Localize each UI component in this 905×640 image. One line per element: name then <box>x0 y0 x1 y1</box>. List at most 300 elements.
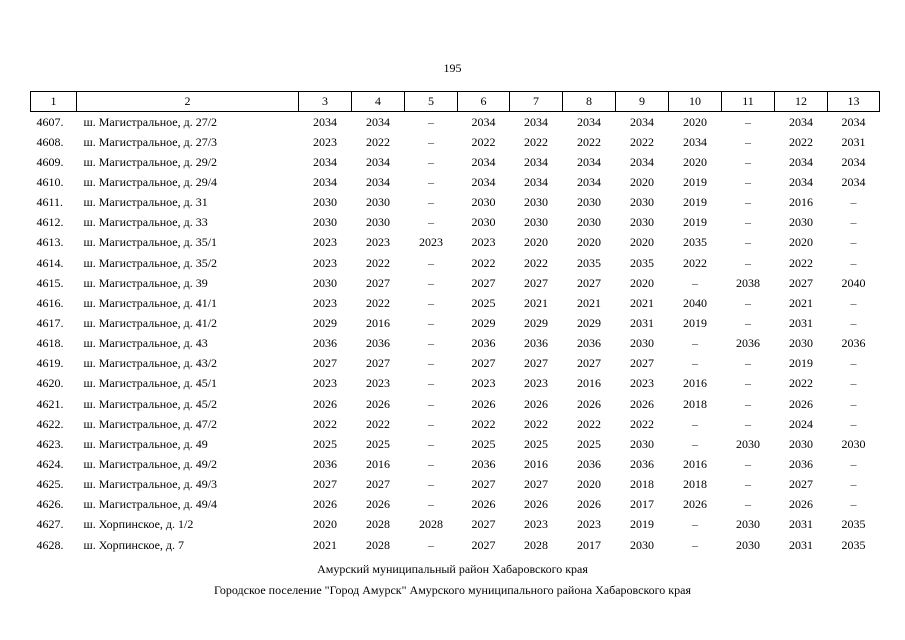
table-row <box>31 454 880 474</box>
year-cell: – <box>745 195 751 210</box>
year-cell: 2021 <box>524 295 548 310</box>
year-cell: 2023 <box>524 517 548 532</box>
year-cell: 2030 <box>577 195 601 210</box>
year-cell: 2023 <box>313 255 337 270</box>
address-cell: ш. Магистральное, д. 47/2 <box>83 416 218 431</box>
year-cell: – <box>428 497 434 512</box>
year-cell: 2030 <box>471 195 496 210</box>
table-row <box>31 394 880 414</box>
year-cell: – <box>428 315 434 330</box>
column-header: 9 <box>616 92 669 112</box>
year-cell: 2022 <box>366 295 390 310</box>
year-cell: 2020 <box>630 275 654 290</box>
address-cell: ш. Магистральное, д. 49/2 <box>83 456 218 471</box>
year-cell: 2027 <box>524 275 548 290</box>
row-number: 4627. <box>36 517 64 532</box>
address-cell: ш. Магистральное, д. 39 <box>83 275 208 290</box>
year-cell: – <box>692 436 698 451</box>
year-cell: 2019 <box>789 356 813 371</box>
year-cell: 2019 <box>630 517 654 532</box>
year-cell: 2026 <box>366 396 390 411</box>
year-cell: 2027 <box>524 477 548 492</box>
year-cell: 2027 <box>630 356 654 371</box>
year-cell: 2023 <box>630 376 654 391</box>
year-cell: 2020 <box>630 174 654 189</box>
column-header: 3 <box>299 92 352 112</box>
year-cell: 2016 <box>366 315 390 330</box>
year-cell: 2020 <box>577 477 601 492</box>
year-cell: 2034 <box>313 174 337 189</box>
year-cell: – <box>428 477 434 492</box>
year-cell: 2027 <box>577 275 601 290</box>
year-cell: 2022 <box>366 416 390 431</box>
year-cell: 2025 <box>471 436 496 451</box>
row-number: 4610. <box>36 174 64 189</box>
year-cell: 2016 <box>789 195 813 210</box>
year-cell: – <box>428 416 434 431</box>
table-row <box>31 374 880 394</box>
year-cell: 2034 <box>630 114 654 129</box>
address-cell: ш. Хорпинское, д. 1/2 <box>83 517 194 532</box>
year-cell: 2021 <box>789 295 813 310</box>
year-cell: 2034 <box>841 174 866 189</box>
year-cell: – <box>428 134 434 149</box>
table-row <box>31 475 880 495</box>
year-cell: 2020 <box>577 235 601 250</box>
year-cell: 2027 <box>471 275 496 290</box>
year-cell: 2022 <box>313 416 337 431</box>
year-cell: 2019 <box>683 215 707 230</box>
year-cell: 2027 <box>524 356 548 371</box>
year-cell: – <box>745 154 751 169</box>
column-header: 4 <box>352 92 405 112</box>
table-row <box>31 213 880 233</box>
column-header: 12 <box>775 92 828 112</box>
year-cell: – <box>850 497 857 512</box>
year-cell: – <box>692 517 698 532</box>
year-cell: 2030 <box>366 215 390 230</box>
address-cell: ш. Хорпинское, д. 7 <box>83 537 185 552</box>
year-cell: – <box>692 537 698 552</box>
year-cell: 2036 <box>313 336 337 351</box>
column-header: 13 <box>828 92 880 112</box>
year-cell: 2016 <box>577 376 601 391</box>
year-cell: 2034 <box>683 134 707 149</box>
year-cell: 2026 <box>471 396 496 411</box>
table-row <box>31 414 880 434</box>
address-cell: ш. Магистральное, д. 49 <box>83 436 208 451</box>
year-cell: 2030 <box>789 436 813 451</box>
year-cell: 2030 <box>313 275 337 290</box>
year-cell: 2027 <box>577 356 601 371</box>
row-number: 4607. <box>36 114 64 129</box>
year-cell: 2020 <box>789 235 813 250</box>
year-cell: 2034 <box>841 154 866 169</box>
table-row <box>31 293 880 313</box>
year-cell: 2034 <box>366 174 390 189</box>
year-cell: 2022 <box>577 134 601 149</box>
year-cell: 2034 <box>789 154 813 169</box>
year-cell: 2022 <box>471 416 496 431</box>
year-cell: 2016 <box>683 456 707 471</box>
year-cell: 2026 <box>630 396 654 411</box>
year-cell: 2038 <box>736 275 760 290</box>
year-cell: 2022 <box>789 255 813 270</box>
address-cell: ш. Магистральное, д. 49/4 <box>83 497 218 512</box>
year-cell: 2028 <box>419 517 443 532</box>
year-cell: 2030 <box>630 336 654 351</box>
year-cell: 2029 <box>577 315 601 330</box>
year-cell: 2036 <box>841 336 866 351</box>
year-cell: 2017 <box>577 537 601 552</box>
year-cell: – <box>745 134 751 149</box>
address-cell: ш. Магистральное, д. 43 <box>83 336 208 351</box>
year-cell: 2034 <box>366 154 390 169</box>
year-cell: – <box>745 295 751 310</box>
year-cell: 2027 <box>471 477 496 492</box>
row-number: 4617. <box>36 315 64 330</box>
row-number: 4613. <box>36 235 64 250</box>
table-row <box>31 535 880 555</box>
column-header: 8 <box>563 92 616 112</box>
row-number: 4628. <box>36 537 64 552</box>
year-cell: 2023 <box>366 376 390 391</box>
address-cell: ш. Магистральное, д. 49/3 <box>83 477 218 492</box>
year-cell: – <box>850 315 857 330</box>
year-cell: 2027 <box>313 477 337 492</box>
year-cell: 2023 <box>313 134 337 149</box>
footer-district: Амурский муниципальный район Хабаровского края <box>317 562 588 576</box>
table-row <box>31 273 880 293</box>
row-number: 4623. <box>36 436 64 451</box>
year-cell: 2031 <box>630 315 654 330</box>
year-cell: 2025 <box>524 436 548 451</box>
year-cell: 2035 <box>841 537 866 552</box>
year-cell: – <box>850 416 857 431</box>
year-cell: 2034 <box>577 114 601 129</box>
row-number: 4612. <box>36 215 64 230</box>
table-row <box>31 495 880 515</box>
year-cell: – <box>745 255 751 270</box>
year-cell: – <box>745 376 751 391</box>
year-cell: – <box>428 154 434 169</box>
year-cell: 2036 <box>366 336 390 351</box>
row-number: 4626. <box>36 497 64 512</box>
year-cell: – <box>428 215 434 230</box>
year-cell: 2021 <box>313 537 337 552</box>
year-cell: 2030 <box>366 195 390 210</box>
year-cell: 2016 <box>683 376 707 391</box>
year-cell: – <box>428 295 434 310</box>
year-cell: 2030 <box>524 195 548 210</box>
row-number: 4618. <box>36 336 64 351</box>
row-number: 4624. <box>36 456 64 471</box>
year-cell: 2036 <box>313 456 337 471</box>
year-cell: 2034 <box>524 154 548 169</box>
year-cell: 2036 <box>471 336 496 351</box>
year-cell: – <box>745 416 751 431</box>
year-cell: – <box>428 376 434 391</box>
year-cell: 2022 <box>683 255 707 270</box>
page-number: 195 <box>443 61 462 75</box>
year-cell: 2028 <box>524 537 548 552</box>
year-cell: 2020 <box>683 114 707 129</box>
year-cell: 2028 <box>366 517 390 532</box>
address-cell: ш. Магистральное, д. 31 <box>83 195 208 210</box>
year-cell: – <box>850 356 857 371</box>
year-cell: 2020 <box>313 517 337 532</box>
table-row <box>31 253 880 273</box>
year-cell: 2020 <box>524 235 548 250</box>
year-cell: 2026 <box>524 396 548 411</box>
year-cell: – <box>428 195 434 210</box>
year-cell: 2022 <box>789 376 813 391</box>
year-cell: 2027 <box>471 517 496 532</box>
row-number: 4616. <box>36 295 64 310</box>
year-cell: 2026 <box>577 497 601 512</box>
year-cell: 2031 <box>789 537 813 552</box>
column-header: 2 <box>77 92 299 112</box>
year-cell: 2027 <box>471 537 496 552</box>
address-cell: ш. Магистральное, д. 33 <box>83 215 208 230</box>
row-number: 4625. <box>36 477 64 492</box>
year-cell: 2026 <box>313 497 337 512</box>
year-cell: 2034 <box>789 174 813 189</box>
year-cell: 2034 <box>841 114 866 129</box>
year-cell: 2022 <box>789 134 813 149</box>
year-cell: – <box>745 114 751 129</box>
year-cell: – <box>745 497 751 512</box>
year-cell: 2040 <box>683 295 707 310</box>
year-cell: 2036 <box>577 456 601 471</box>
header-row <box>31 92 880 112</box>
year-cell: 2022 <box>524 134 548 149</box>
year-cell: 2036 <box>471 456 496 471</box>
address-cell: ш. Магистральное, д. 27/2 <box>83 114 218 129</box>
year-cell: – <box>745 456 751 471</box>
table-row <box>31 434 880 454</box>
year-cell: – <box>428 456 434 471</box>
year-cell: 2019 <box>683 195 707 210</box>
year-cell: – <box>745 235 751 250</box>
year-cell: 2023 <box>471 376 496 391</box>
year-cell: – <box>428 255 434 270</box>
year-cell: 2030 <box>524 215 548 230</box>
year-cell: 2030 <box>630 215 654 230</box>
year-cell: – <box>745 477 751 492</box>
year-cell: 2030 <box>789 336 813 351</box>
year-cell: 2030 <box>736 517 760 532</box>
footer-settlement: Городское поселение "Город Амурск" Амурского муниципального района Хабаровского края <box>214 583 691 597</box>
row-number: 4621. <box>36 396 64 411</box>
year-cell: 2029 <box>471 315 496 330</box>
year-cell: – <box>428 275 434 290</box>
row-number: 4614. <box>36 255 64 270</box>
year-cell: 2034 <box>577 154 601 169</box>
year-cell: 2034 <box>366 114 390 129</box>
year-cell: 2022 <box>524 255 548 270</box>
year-cell: 2023 <box>366 235 390 250</box>
year-cell: 2029 <box>524 315 548 330</box>
year-cell: 2025 <box>577 436 601 451</box>
address-cell: ш. Магистральное, д. 27/3 <box>83 134 218 149</box>
year-cell: 2034 <box>524 174 548 189</box>
address-cell: ш. Магистральное, д. 41/2 <box>83 315 218 330</box>
year-cell: – <box>428 356 434 371</box>
year-cell: – <box>428 114 434 129</box>
year-cell: 2021 <box>577 295 601 310</box>
year-cell: 2030 <box>577 215 601 230</box>
year-cell: 2031 <box>789 315 813 330</box>
year-cell: 2030 <box>471 215 496 230</box>
year-cell: 2026 <box>524 497 548 512</box>
year-cell: 2023 <box>471 235 496 250</box>
year-cell: 2027 <box>366 477 390 492</box>
year-cell: 2023 <box>313 235 337 250</box>
year-cell: 2031 <box>789 517 813 532</box>
year-cell: 2030 <box>630 436 654 451</box>
year-cell: – <box>692 336 698 351</box>
year-cell: 2035 <box>630 255 654 270</box>
address-cell: ш. Магистральное, д. 45/1 <box>83 376 218 391</box>
year-cell: 2034 <box>630 154 654 169</box>
address-cell: ш. Магистральное, д. 35/2 <box>83 255 218 270</box>
year-cell: – <box>692 356 698 371</box>
year-cell: 2023 <box>419 235 443 250</box>
year-cell: – <box>428 174 434 189</box>
year-cell: 2017 <box>630 497 654 512</box>
year-cell: 2034 <box>524 114 548 129</box>
row-number: 4622. <box>36 416 64 431</box>
year-cell: 2022 <box>471 255 496 270</box>
table-row <box>31 172 880 192</box>
year-cell: 2035 <box>683 235 707 250</box>
year-cell: 2022 <box>366 255 390 270</box>
table-row <box>31 152 880 172</box>
year-cell: 2027 <box>471 356 496 371</box>
year-cell: 2036 <box>577 336 601 351</box>
year-cell: 2031 <box>841 134 866 149</box>
address-cell: ш. Магистральное, д. 43/2 <box>83 356 218 371</box>
year-cell: 2030 <box>789 215 813 230</box>
year-cell: 2036 <box>630 456 654 471</box>
year-cell: 2022 <box>471 134 496 149</box>
year-cell: – <box>850 376 857 391</box>
year-cell: 2025 <box>366 436 390 451</box>
table-row <box>31 193 880 213</box>
year-cell: 2020 <box>630 235 654 250</box>
year-cell: – <box>428 436 434 451</box>
year-cell: 2019 <box>683 174 707 189</box>
year-cell: 2030 <box>313 215 337 230</box>
year-cell: 2023 <box>577 517 601 532</box>
year-cell: – <box>850 235 857 250</box>
year-cell: 2035 <box>841 517 866 532</box>
year-cell: 2036 <box>524 336 548 351</box>
table-row <box>31 112 880 133</box>
row-number: 4615. <box>36 275 64 290</box>
year-cell: 2026 <box>313 396 337 411</box>
year-cell: 2036 <box>789 456 813 471</box>
year-cell: – <box>428 336 434 351</box>
year-cell: 2030 <box>630 195 654 210</box>
year-cell: 2019 <box>683 315 707 330</box>
column-header: 11 <box>722 92 775 112</box>
year-cell: 2018 <box>630 477 654 492</box>
year-cell: – <box>745 396 751 411</box>
year-cell: 2030 <box>630 537 654 552</box>
year-cell: 2034 <box>471 154 496 169</box>
year-cell: 2026 <box>366 497 390 512</box>
year-cell: 2023 <box>524 376 548 391</box>
row-number: 4611. <box>36 195 64 210</box>
year-cell: 2023 <box>313 376 337 391</box>
column-header: 7 <box>510 92 563 112</box>
year-cell: 2020 <box>683 154 707 169</box>
year-cell: 2021 <box>630 295 654 310</box>
year-cell: 2025 <box>313 436 337 451</box>
year-cell: 2030 <box>736 537 760 552</box>
year-cell: 2024 <box>789 416 813 431</box>
address-cell: ш. Магистральное, д. 35/1 <box>83 235 218 250</box>
year-cell: – <box>850 456 857 471</box>
year-cell: – <box>745 174 751 189</box>
year-cell: 2022 <box>524 416 548 431</box>
year-cell: 2034 <box>577 174 601 189</box>
year-cell: 2027 <box>789 477 813 492</box>
year-cell: 2028 <box>366 537 390 552</box>
row-number: 4619. <box>36 356 64 371</box>
row-number: 4608. <box>36 134 64 149</box>
year-cell: 2036 <box>736 336 760 351</box>
year-cell: 2027 <box>366 275 390 290</box>
year-cell: – <box>850 477 857 492</box>
year-cell: – <box>428 396 434 411</box>
year-cell: 2034 <box>313 154 337 169</box>
year-cell: 2022 <box>630 416 654 431</box>
year-cell: 2030 <box>313 195 337 210</box>
year-cell: 2023 <box>313 295 337 310</box>
column-header: 5 <box>405 92 458 112</box>
year-cell: – <box>850 195 857 210</box>
year-cell: 2026 <box>471 497 496 512</box>
year-cell: 2016 <box>524 456 548 471</box>
address-cell: ш. Магистральное, д. 45/2 <box>83 396 218 411</box>
year-cell: 2027 <box>313 356 337 371</box>
year-cell: – <box>850 215 857 230</box>
year-cell: – <box>850 396 857 411</box>
row-number: 4609. <box>36 154 64 169</box>
year-cell: – <box>850 295 857 310</box>
table-row <box>31 313 880 333</box>
year-cell: 2018 <box>683 477 707 492</box>
year-cell: 2027 <box>789 275 813 290</box>
year-cell: 2034 <box>471 114 496 129</box>
year-cell: 2022 <box>630 134 654 149</box>
table-row <box>31 233 880 253</box>
year-cell: – <box>745 315 751 330</box>
year-cell: 2018 <box>683 396 707 411</box>
year-cell: 2040 <box>841 275 866 290</box>
year-cell: 2022 <box>366 134 390 149</box>
year-cell: 2026 <box>577 396 601 411</box>
year-cell: – <box>428 537 434 552</box>
year-cell: 2027 <box>366 356 390 371</box>
column-header: 1 <box>31 92 77 112</box>
year-cell: 2029 <box>313 315 337 330</box>
table-header <box>31 92 880 112</box>
address-cell: ш. Магистральное, д. 29/4 <box>83 174 218 189</box>
